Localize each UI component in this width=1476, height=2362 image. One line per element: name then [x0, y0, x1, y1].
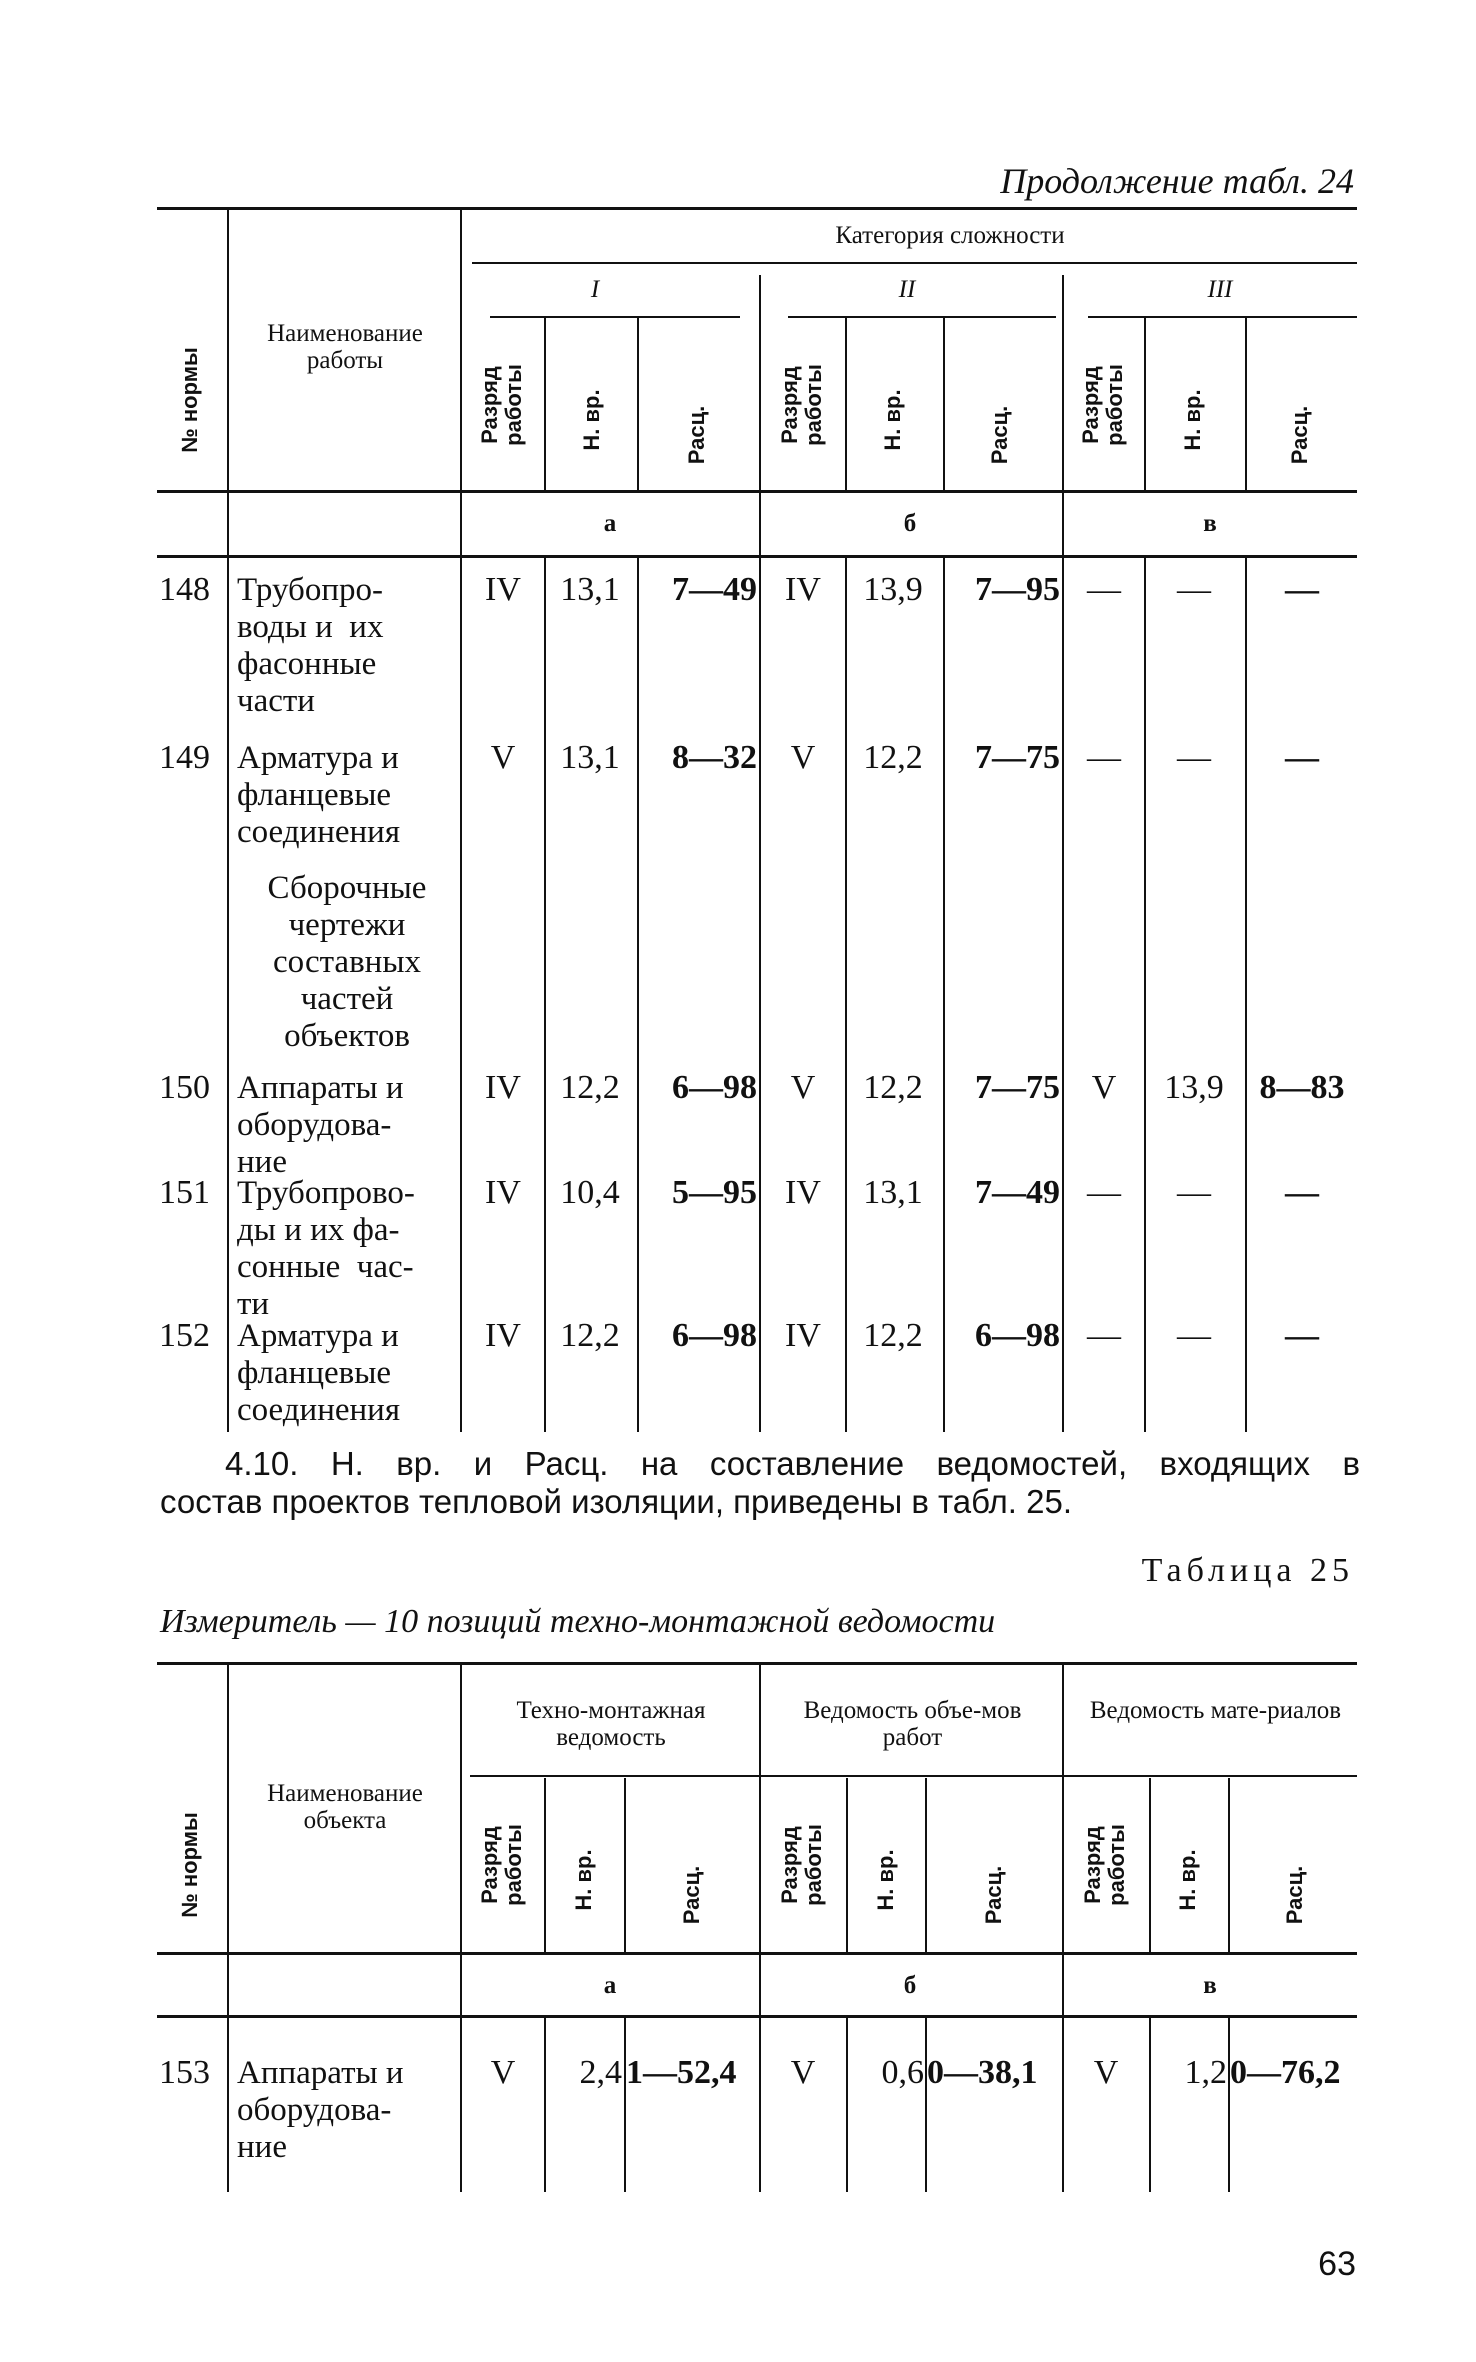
- category-3: III: [1207, 276, 1233, 303]
- cell-rate: —: [1285, 571, 1319, 608]
- cell-norm-time: 13,1: [560, 739, 620, 776]
- cell-norm-time: 12,2: [863, 1069, 923, 1106]
- cell-rate: 7—49: [975, 1174, 1060, 1211]
- cell-grade: —: [1087, 739, 1121, 776]
- col-number-header: № нормы: [177, 1812, 202, 1918]
- sub-header-grade: Разряд работы: [477, 1824, 526, 1906]
- cell-norm-time: 1,2: [1184, 2054, 1227, 2091]
- cell-norm-time: —: [1177, 1174, 1211, 1211]
- cell-grade: IV: [485, 571, 521, 608]
- cell-rate: 8—83: [1259, 1069, 1345, 1106]
- row-number: 153: [159, 2054, 210, 2091]
- page-number: 63: [1318, 2245, 1356, 2283]
- cell-grade: V: [1093, 2054, 1119, 2091]
- cell-norm-time: 13,1: [863, 1174, 923, 1211]
- table-25-label: Таблица 25: [1141, 1552, 1354, 1589]
- sub-header-rate: Расц.: [987, 405, 1012, 465]
- paragraph-line-2: состав проектов тепловой изоляции, приведены в табл. 25.: [160, 1483, 1073, 1520]
- sub-header-grade: Разряд работы: [1078, 364, 1127, 446]
- cell-rate: 0—76,2: [1230, 2054, 1341, 2091]
- sub-header-rate: Расц.: [1287, 405, 1312, 465]
- col-name-header: Наименование объекта: [267, 1780, 423, 1834]
- cell-rate: 5—95: [672, 1174, 757, 1211]
- cell-grade: IV: [485, 1317, 521, 1354]
- letter-v: в: [1203, 1972, 1217, 1999]
- sub-header-grade: Разряд работы: [1080, 1824, 1129, 1906]
- cell-grade: IV: [485, 1069, 521, 1106]
- cell-rate: 1—52,4: [626, 2054, 737, 2091]
- cell-grade: V: [490, 2054, 516, 2091]
- row-name: Аппараты и оборудова- ние: [237, 1070, 404, 1180]
- cell-norm-time: —: [1177, 739, 1211, 776]
- cell-grade: V: [1091, 1069, 1117, 1106]
- letter-b: б: [903, 1972, 917, 1999]
- cell-grade: V: [790, 739, 816, 776]
- category-2: II: [898, 276, 916, 303]
- cell-rate: 8—32: [672, 739, 757, 776]
- row-name: Сборочные чертежи составных частей объектов: [267, 870, 427, 1054]
- cell-grade: V: [790, 1069, 816, 1106]
- cell-grade: IV: [485, 1174, 521, 1211]
- cell-norm-time: 12,2: [560, 1069, 620, 1106]
- sub-header-grade: Разряд работы: [477, 364, 526, 446]
- cell-grade: IV: [785, 1174, 821, 1211]
- table-25-caption: Измеритель — 10 позиций техно-монтажной ведомости: [160, 1603, 996, 1640]
- sub-header-norm-time: Н. вр.: [1180, 389, 1205, 451]
- complexity-group-header: Категория сложности: [835, 222, 1065, 249]
- cell-rate: 0—38,1: [927, 2054, 1038, 2091]
- cell-rate: —: [1285, 1317, 1319, 1354]
- cell-rate: 7—75: [975, 739, 1060, 776]
- sub-header-rate: Расц.: [981, 1865, 1006, 1925]
- cell-rate: —: [1285, 739, 1319, 776]
- row-number: 152: [159, 1317, 210, 1354]
- letter-b: б: [903, 510, 917, 537]
- letter-a: а: [603, 1972, 617, 1999]
- cell-norm-time: —: [1177, 1317, 1211, 1354]
- cell-norm-time: 12,2: [863, 1317, 923, 1354]
- cell-grade: —: [1087, 1174, 1121, 1211]
- row-name: Аппараты и оборудова- ние: [237, 2055, 404, 2165]
- sub-header-grade: Разряд работы: [777, 364, 826, 446]
- cell-grade: V: [490, 739, 516, 776]
- cell-grade: IV: [785, 1317, 821, 1354]
- cell-rate: 6—98: [672, 1317, 757, 1354]
- cell-norm-time: 13,9: [863, 571, 923, 608]
- sub-header-norm-time: Н. вр.: [571, 1849, 596, 1911]
- cell-grade: —: [1087, 1317, 1121, 1354]
- paragraph-line-1: 4.10. Н. вр. и Расц. на составление ведомостей, входящих в: [225, 1445, 1360, 1482]
- cell-norm-time: 12,2: [863, 739, 923, 776]
- cell-grade: —: [1087, 571, 1121, 608]
- cell-norm-time: 10,4: [560, 1174, 620, 1211]
- cell-norm-time: 13,1: [560, 571, 620, 608]
- row-name: Трубопрово- ды и их фа- сонные час- ти: [237, 1175, 415, 1322]
- sub-header-rate: Расц.: [679, 1865, 704, 1925]
- row-number: 150: [159, 1069, 210, 1106]
- cell-norm-time: —: [1177, 571, 1211, 608]
- row-number: 151: [159, 1174, 210, 1211]
- sub-header-grade: Разряд работы: [777, 1824, 826, 1906]
- sub-header-rate: Расц.: [684, 405, 709, 465]
- row-number: 148: [159, 571, 210, 608]
- group-header-3: Ведомость мате-риалов: [1089, 1697, 1342, 1724]
- cell-norm-time: 2,4: [579, 2054, 622, 2091]
- cell-rate: 7—49: [672, 571, 757, 608]
- cell-norm-time: 13,9: [1164, 1069, 1224, 1106]
- sub-header-norm-time: Н. вр.: [880, 389, 905, 451]
- row-name: Арматура и фланцевые соединения: [237, 1318, 401, 1428]
- sub-header-rate: Расц.: [1282, 1865, 1307, 1925]
- sub-header-norm-time: Н. вр.: [873, 1849, 898, 1911]
- cell-rate: 6—98: [975, 1317, 1060, 1354]
- group-header-1: Техно-монтажная ведомость: [516, 1697, 706, 1751]
- paragraph-4-10: [160, 1445, 1360, 1521]
- cell-grade: IV: [785, 571, 821, 608]
- cell-grade: V: [790, 2054, 816, 2091]
- col-number-header: № нормы: [177, 347, 202, 453]
- cell-rate: 6—98: [672, 1069, 757, 1106]
- category-1: I: [590, 276, 600, 303]
- row-name: Арматура и фланцевые соединения: [237, 740, 401, 850]
- row-number: 149: [159, 739, 210, 776]
- cell-rate: 7—95: [975, 571, 1060, 608]
- sub-header-norm-time: Н. вр.: [1175, 1849, 1200, 1911]
- row-name: Трубопро- воды и их фасонные части: [237, 572, 384, 719]
- group-header-2: Ведомость объе-мов работ: [803, 1697, 1022, 1751]
- cell-norm-time: 12,2: [560, 1317, 620, 1354]
- cell-rate: —: [1285, 1174, 1319, 1211]
- sub-header-norm-time: Н. вр.: [579, 389, 604, 451]
- cell-rate: 7—75: [975, 1069, 1060, 1106]
- letter-v: в: [1203, 510, 1217, 537]
- continuation-label: Продолжение табл. 24: [1000, 161, 1354, 201]
- cell-norm-time: 0,6: [881, 2054, 924, 2091]
- col-name-header: Наименование работы: [267, 320, 423, 374]
- letter-a: а: [603, 510, 617, 537]
